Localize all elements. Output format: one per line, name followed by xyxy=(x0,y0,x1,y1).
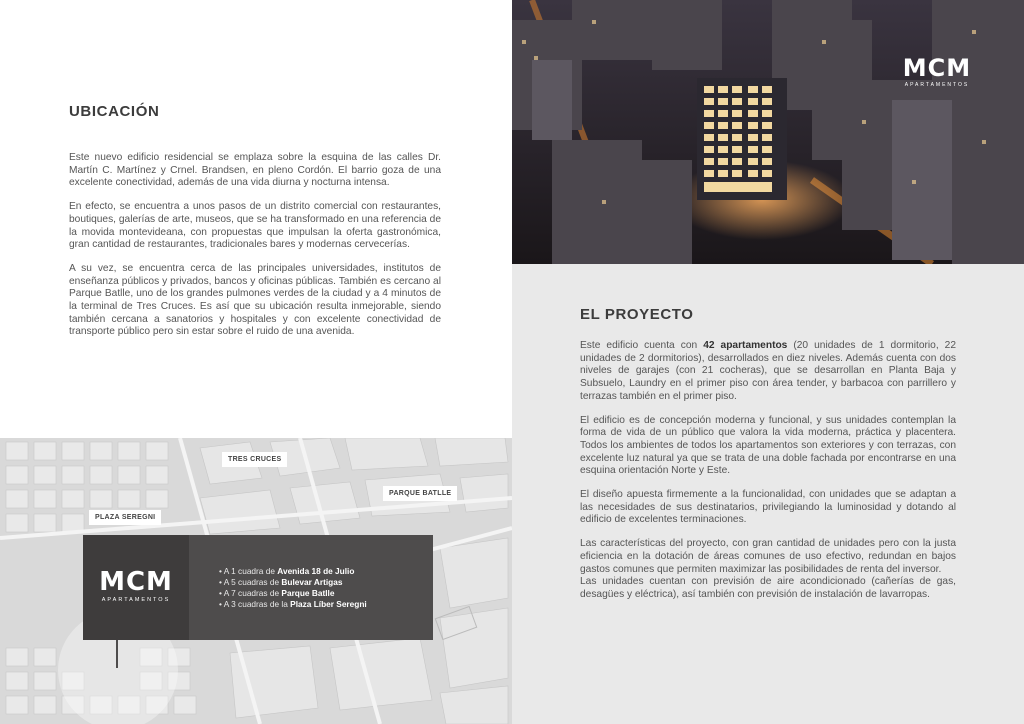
distance-item: • A 1 cuadra de Avenida 18 de Julio xyxy=(219,566,355,576)
mcm-logo xyxy=(91,569,181,603)
location-callout xyxy=(83,535,433,640)
proyecto-title: EL PROYECTO xyxy=(580,306,694,323)
distance-list xyxy=(219,566,367,610)
proyecto-paragraph: El diseño apuesta firmemente a la funcionalidad, con unidades que se adaptan a las necesidades de sus destinatarios, privilegiando la luminosidad y dotando al edificio de excelentes terminaciones. xyxy=(580,489,956,526)
proyecto-text xyxy=(580,340,956,602)
proyecto-paragraph: El edificio es de concepción moderna y funcional, y sus unidades contemplan la forma de vida de un público que valora la vida moderna, práctica y placentera. Todos los ambientes de todos los apartamentos son exteriores y con terrazas, con excelente luz natural ya que se trata de una doble fachada por encontrarse en una esquina orientación Norte y Este. xyxy=(580,414,956,477)
location-map xyxy=(0,438,512,724)
proyecto-paragraph: Las unidades cuentan con previsión de aire acondicionado (cañerías de gas, desagües y eléctrica), así también con previsión de instalación de lavarropas. xyxy=(580,576,956,600)
ubicacion-paragraph: A su vez, se encuentra cerca de las principales universidades, institutos de enseñanza públicos y privados, bancos y oficinas públicas. También es cercano al Parque Batlle, uno de los grandes pulmones verdes de la ciudad y a 4 minutos de la terminal de Tres Cruces. Es así que su ubicación resulta inmejorable, siendo también cercana a sanatorios y hospitales y con excelente conectividad de transporte público pero sin estar sobre el ruido de una avenida. xyxy=(69,262,441,338)
proyecto-paragraph: Este edificio cuenta con 42 apartamentos (20 unidades de 1 dormitorio, 22 unidades de 2 dormitorios), desarrollados en diez niveles. Además cuenta con dos niveles de garajes (con 21 cocheras), que se desarrollan en Planta Baja y Subsuelo, Laundry en el primer piso con área tender, y barbacoa con parrillero y terrazas también en el primer piso. xyxy=(580,340,957,402)
logo-mark: MCM xyxy=(902,54,972,82)
location-pin xyxy=(116,640,118,668)
distance-item: • A 3 cuadras de la Plaza Líber Seregni xyxy=(219,599,367,609)
logo-subtitle: APARTAMENTOS xyxy=(101,597,171,603)
ubicacion-paragraph: En efecto, se encuentra a unos pasos de un distrito comercial con restaurantes, boutiques, galerías de arte, museos, que se ha transformado en una referencia de la movida montevideana, con propuestas que impulsan la oferta gastronómica, gran cantidad de restaurantes, tradicionales bares y modernas cervecerías. xyxy=(69,201,441,251)
proyecto-paragraph: Las características del proyecto, con gran cantidad de unidades pero con la justa eficiencia en la dotación de áreas comunes de uso efectivo, redundan en bajos gastos comunes que permiten maximizar las posibilidades de renta del inversor. xyxy=(580,538,956,575)
map-label-parque-batlle: PARQUE BATLLE xyxy=(383,486,457,501)
night-city-image xyxy=(512,0,1024,264)
distance-item: • A 5 cuadras de Bulevar Artigas xyxy=(219,577,343,587)
distance-item: • A 7 cuadras de Parque Batlle xyxy=(219,588,335,598)
map-label-tres-cruces: TRES CRUCES xyxy=(222,452,287,467)
logo-subtitle: APARTAMENTOS xyxy=(904,82,970,88)
building-photo xyxy=(512,0,1024,264)
map-label-plaza-seregni: PLAZA SEREGNI xyxy=(89,510,161,525)
photo-logo xyxy=(892,56,982,88)
logo-mark: MCM xyxy=(99,567,173,597)
ubicacion-title: UBICACIÓN xyxy=(69,103,160,120)
right-page xyxy=(512,0,1024,724)
ubicacion-paragraph: Este nuevo edificio residencial se emplaza sobre la esquina de las calles Dr. Martín C. Martínez y Crnel. Brandsen, en pleno Cordón. El barrio goza de una excelente conectividad, además de una vida diurna y nocturna intensa. xyxy=(69,152,441,189)
ubicacion-text xyxy=(69,152,441,339)
callout-logo xyxy=(83,535,189,640)
